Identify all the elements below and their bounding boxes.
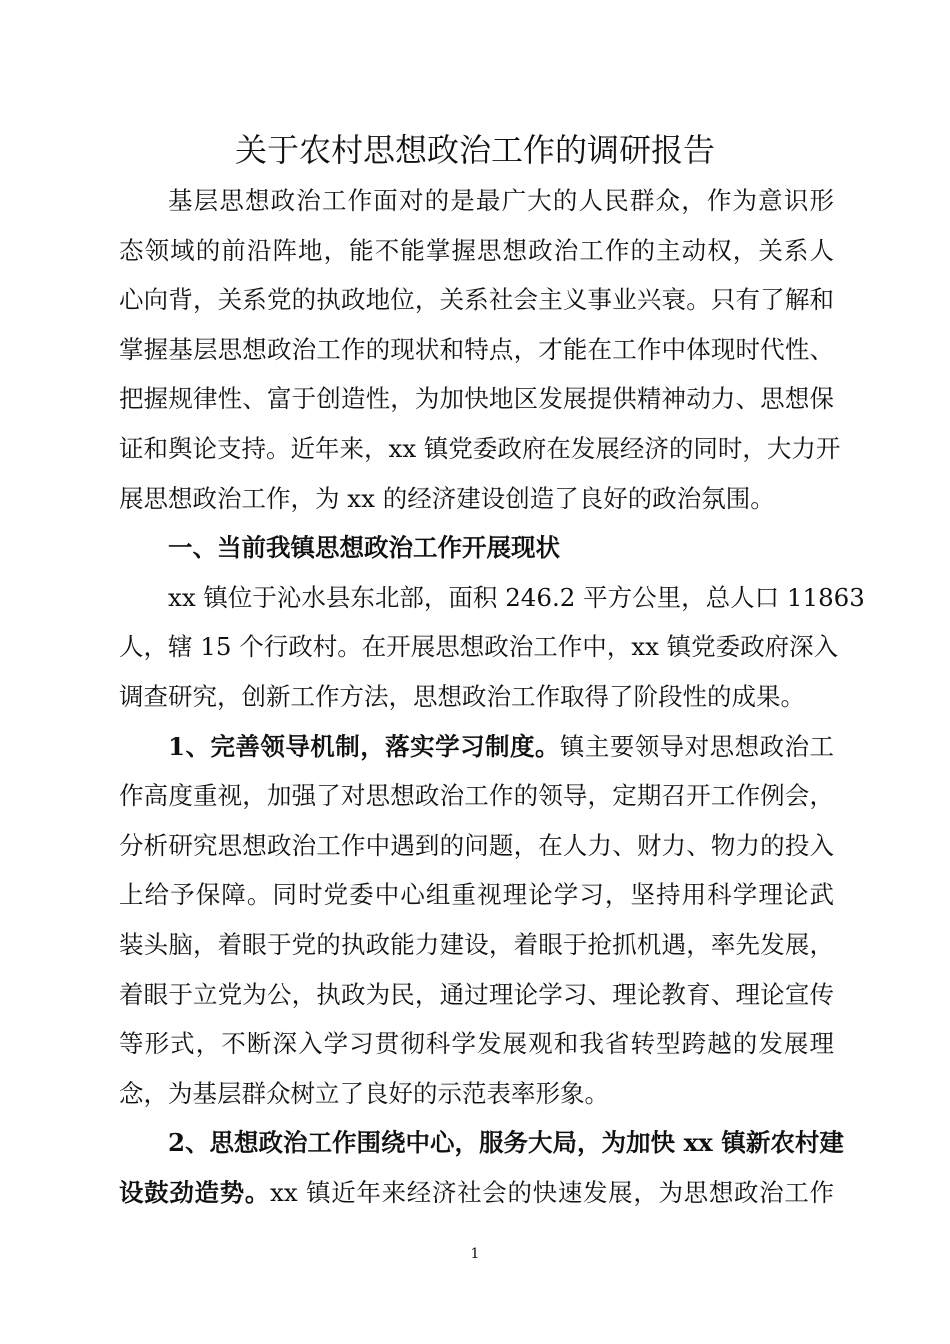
text-line: 作高度重视，加强了对思想政治工作的领导，定期召开工作例会， bbox=[119, 781, 834, 811]
text-line bbox=[119, 1168, 834, 1218]
text-line bbox=[119, 722, 834, 772]
text-line: 证和舆论支持。近年来，xx 镇党委政府在发展经济的同时，大力开 bbox=[119, 433, 841, 463]
item-2-heading: 2、思想政治工作围绕中心，服务大局，为加快 xx 镇新农村建 bbox=[168, 1128, 844, 1158]
text-line: 掌握基层思想政治工作的现状和特点，才能在工作中体现时代性、 bbox=[119, 334, 834, 364]
text-line: xx 镇位于沁水县东北部，面积 246.2 平方公里，总人口 11863 bbox=[168, 582, 865, 612]
text-line: 人，辖 15 个行政村。在开展思想政治工作中，xx 镇党委政府深入 bbox=[119, 632, 839, 662]
text-line: 等形式，不断深入学习贯彻科学发展观和我省转型跨越的发展理 bbox=[119, 1029, 834, 1059]
paragraph-intro bbox=[119, 176, 841, 523]
document-body bbox=[119, 176, 865, 1217]
text-line: 基层思想政治工作面对的是最广大的人民群众，作为意识形 bbox=[168, 186, 834, 215]
paragraph-overview bbox=[119, 573, 865, 722]
paragraph-item-1 bbox=[119, 722, 834, 1119]
text-line: 把握规律性、富于创造性，为加快地区发展提供精神动力、思想保 bbox=[119, 384, 834, 414]
text-line: 展思想政治工作，为 xx 的经济建设创造了良好的政治氛围。 bbox=[119, 483, 775, 513]
text-line: 装头脑，着眼于党的执政能力建设，着眼于抢抓机遇，率先发展， bbox=[119, 929, 834, 959]
section-heading: 一、当前我镇思想政治工作开展现状 bbox=[168, 533, 560, 563]
text-line: 态领域的前沿阵地，能不能掌握思想政治工作的主动权，关系人 bbox=[119, 235, 834, 265]
item-2-text: xx 镇近年来经济社会的快速发展，为思想政治工作 bbox=[270, 1177, 835, 1207]
item-1-text: 镇主要领导对思想政治工 bbox=[559, 731, 835, 761]
page-number: 1 bbox=[470, 1246, 480, 1262]
text-line: 上给予保障。同时党委中心组重视理论学习，坚持用科学理论武 bbox=[119, 880, 834, 910]
text-line: 分析研究思想政治工作中遇到的问题，在人力、财力、物力的投入 bbox=[119, 830, 834, 860]
text-line: 调查研究，创新工作方法，思想政治工作取得了阶段性的成果。 bbox=[119, 681, 805, 711]
paragraph-item-2 bbox=[119, 1118, 844, 1217]
document-title: 关于农村思想政治工作的调研报告 bbox=[234, 131, 715, 169]
item-1-heading: 1、完善领导机制，落实学习制度。 bbox=[168, 731, 560, 761]
item-2-heading-end: 设鼓劲造势。 bbox=[119, 1177, 271, 1207]
text-line: 心向背，关系党的执政地位，关系社会主义事业兴衰。只有了解和 bbox=[119, 285, 834, 315]
text-line: 着眼于立党为公，执政为民，通过理论学习、理论教育、理论宣传 bbox=[119, 979, 834, 1009]
text-line: 念，为基层群众树立了良好的示范表率形象。 bbox=[119, 1078, 609, 1108]
